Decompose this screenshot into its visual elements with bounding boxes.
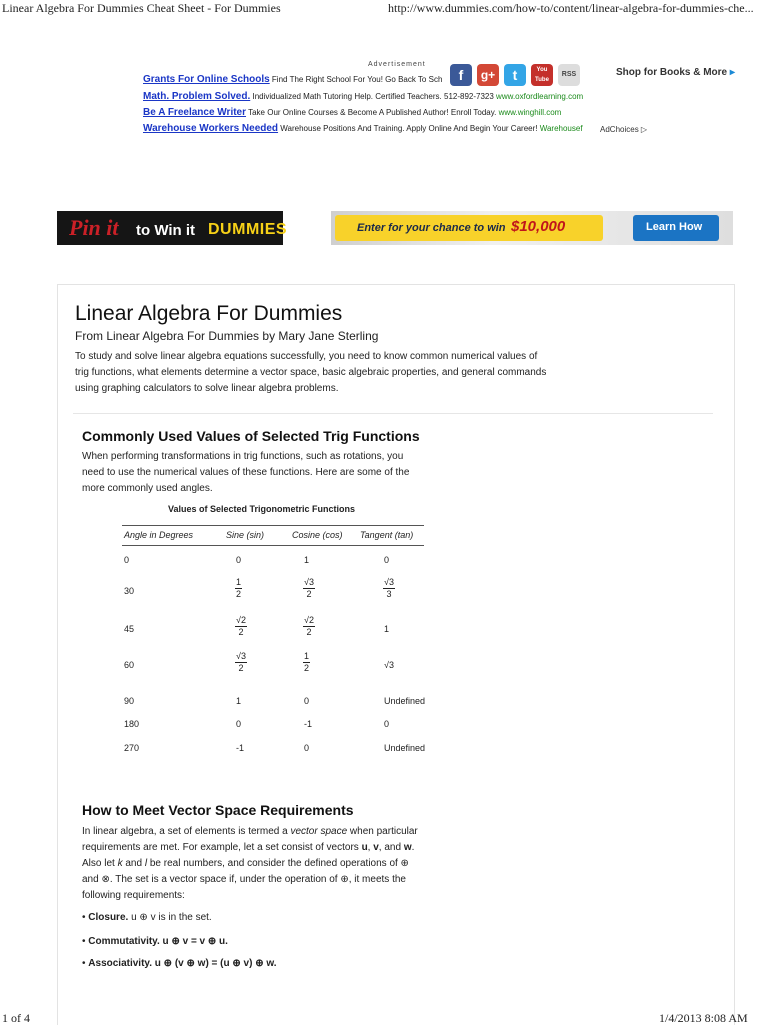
vector-paragraph [82, 824, 418, 904]
trig-heading: Commonly Used Values of Selected Trig Functions [82, 428, 420, 444]
denominator: 2 [238, 627, 244, 637]
banner-prize: $10,000 [511, 218, 566, 235]
chevron-right-icon: ▸ [729, 67, 735, 78]
vector-line: requirements are met. For example, let a set consist of vectors u, v, and w. [82, 842, 415, 853]
trig-line: more commonly used angles. [82, 483, 213, 494]
ad-row [143, 123, 583, 134]
bullet-icon: • [82, 936, 89, 947]
denominator: 2 [236, 589, 242, 599]
ad-url[interactable]: www.winghill.com [498, 108, 562, 117]
ad-link[interactable]: Grants For Online Schools [143, 74, 270, 85]
vector-line: following requirements: [82, 890, 185, 901]
ad-row [143, 74, 442, 85]
list-item [82, 958, 277, 969]
facebook-icon[interactable]: f [450, 64, 472, 86]
twitter-icon[interactable]: t [504, 64, 526, 86]
ad-url[interactable]: Warehousef [539, 124, 583, 133]
ad-text: Take Our Online Courses & Become A Published Author! Enroll Today. [248, 108, 497, 117]
requirement-term: Closure. [88, 912, 129, 923]
table-cell-cos: 0 [304, 743, 310, 753]
rss-icon[interactable]: RSS [558, 64, 580, 86]
ad-text: Warehouse Positions And Training. Apply Online And Begin Your Career! [280, 124, 538, 133]
list-item [82, 912, 212, 923]
youtube-icon[interactable]: You Tube [531, 64, 553, 86]
vector-heading: How to Meet Vector Space Requirements [82, 802, 354, 818]
intro-line: To study and solve linear algebra equations successfully, you need to know common numerical values of [75, 351, 538, 362]
table-cell-angle: 60 [124, 660, 135, 670]
divider [73, 413, 713, 414]
contest-banner[interactable] [331, 211, 733, 245]
adchoices-icon: ▷ [640, 125, 648, 134]
numerator: √3 [236, 651, 246, 661]
print-header-title: Linear Algebra For Dummies Cheat Sheet - For Dummies [2, 1, 281, 15]
print-header-url: http://www.dummies.com/how-to/content/linear-algebra-for-dummies-che... [388, 1, 754, 15]
adchoices-link[interactable] [600, 125, 647, 134]
byline: From Linear Algebra For Dummies by Mary Jane Sterling [75, 329, 379, 343]
vector-line: Also let k and l be real numbers, and consider the defined operations of ⊕ [82, 858, 409, 869]
table-caption: Values of Selected Trigonometric Functions [168, 504, 356, 514]
header-angle: Angle in Degrees [124, 530, 194, 540]
ad-link[interactable]: Warehouse Workers Needed [143, 123, 279, 134]
requirement-text: u ⊕ (v ⊕ w) = (u ⊕ v) ⊕ w. [152, 958, 277, 969]
numerator: √3 [304, 577, 314, 587]
table-cell-sin: 1 [236, 696, 242, 706]
table-cell-tan [384, 577, 394, 600]
ad-text: Individualized Math Tutoring Help. Certified Teachers. 512-892-7323 [252, 92, 494, 101]
table-cell-angle: 0 [124, 555, 130, 565]
table-cell-sin [236, 615, 246, 638]
trig-paragraph [82, 449, 409, 497]
fraction [236, 577, 241, 600]
table-cell-sin: 0 [236, 555, 242, 565]
table-top-rule [122, 525, 424, 526]
ad-link[interactable]: Math. Problem Solved. [143, 91, 251, 102]
trig-line: need to use the numerical values of these functions. Here are some of the [82, 467, 410, 478]
fraction [304, 577, 314, 600]
table-cell-tan: 1 [384, 624, 390, 634]
ad-row [143, 107, 561, 118]
intro-line: using graphing calculators to solve linear algebra problems. [75, 383, 339, 394]
requirement-text: u ⊕ v is in the set. [128, 912, 212, 923]
table-cell-tan: Undefined [384, 696, 426, 706]
numerator: √2 [304, 615, 314, 625]
table-cell-sin: -1 [236, 743, 245, 753]
numerator: 1 [304, 651, 310, 661]
numerator: √3 [384, 577, 394, 587]
learn-how-button[interactable] [633, 215, 719, 241]
table-cell-sin: 0 [236, 719, 242, 729]
vector-line: and ⊗. The set is a vector space if, under the operation of ⊕, it meets the [82, 874, 406, 885]
numerator: 1 [236, 577, 242, 587]
banner-enter-text: Enter for your chance to win [357, 222, 506, 234]
dummies-logo: DUMMIES [208, 221, 288, 238]
requirement-text: u ⊕ v = v ⊕ u. [159, 936, 228, 947]
numerator: √2 [236, 615, 246, 625]
header-tangent: Tangent (tan) [360, 530, 414, 540]
table-cell-cos [304, 615, 314, 638]
table-cell-cos [304, 577, 314, 600]
shop-books-link[interactable] [616, 67, 735, 78]
table-cell-angle: 270 [124, 743, 140, 753]
table-cell-tan: 0 [384, 719, 390, 729]
fraction [236, 615, 246, 638]
denominator: 2 [306, 627, 312, 637]
header-sine: Sine (sin) [226, 530, 265, 540]
vector-line: In linear algebra, a set of elements is termed a vector space when particular [82, 826, 418, 837]
table-cell-sin [236, 577, 241, 600]
table-cell-angle: 90 [124, 696, 135, 706]
print-footer-datetime: 1/4/2013 8:08 AM [659, 1011, 748, 1025]
table-cell-cos: 0 [304, 696, 310, 706]
page-title: Linear Algebra For Dummies [75, 302, 343, 325]
requirement-term: Commutativity. [88, 936, 160, 947]
bullet-icon: • [82, 958, 89, 969]
shop-books-label: Shop for Books & More [616, 67, 728, 78]
list-item [82, 936, 228, 947]
advertisement-label: Advertisement [368, 61, 426, 68]
requirement-term: Associativity. [88, 958, 153, 969]
table-cell-tan: Undefined [384, 743, 426, 753]
fraction [384, 577, 394, 600]
trig-table [118, 500, 430, 765]
denominator: 3 [386, 589, 392, 599]
ad-row [143, 91, 583, 102]
table-cell-tan: 0 [384, 555, 390, 565]
header-cosine: Cosine (cos) [292, 530, 343, 540]
bullet-icon: • [82, 912, 89, 923]
trig-line: When performing transformations in trig functions, such as rotations, you [82, 451, 404, 462]
ad-url[interactable]: www.oxfordlearning.com [496, 92, 584, 101]
denominator: 2 [238, 663, 244, 673]
table-cell-angle: 180 [124, 719, 140, 729]
learn-how-label: Learn How [646, 221, 703, 233]
table-cell-cos: -1 [304, 719, 313, 729]
table-header-rule [122, 545, 424, 546]
denominator: 2 [304, 663, 310, 673]
table-cell-angle: 30 [124, 586, 135, 596]
banner-towin-text: to Win it [136, 222, 196, 239]
google-plus-icon[interactable]: g+ [477, 64, 499, 86]
fraction [236, 651, 246, 674]
table-cell-angle: 45 [124, 624, 135, 634]
print-footer-page: 1 of 4 [2, 1011, 30, 1025]
pinit-logo: Pin it [69, 215, 119, 240]
pinit-banner[interactable] [57, 211, 288, 245]
table-cell-cos: 1 [304, 555, 310, 565]
intro-paragraph [75, 349, 546, 397]
intro-line: trig functions, what elements determine a vector space, basic algebraic properties, and general commands [75, 367, 547, 378]
fraction [304, 651, 309, 674]
table-cell-sin [236, 651, 246, 674]
denominator: 2 [306, 589, 312, 599]
table-cell-cos [304, 651, 309, 674]
fraction [304, 615, 314, 638]
adchoices-label: AdChoices [600, 125, 639, 134]
ad-text: Find The Right School For You! Go Back To Sch [271, 75, 443, 84]
ad-link[interactable]: Be A Freelance Writer [143, 107, 247, 118]
table-cell-tan: √3 [384, 660, 394, 670]
